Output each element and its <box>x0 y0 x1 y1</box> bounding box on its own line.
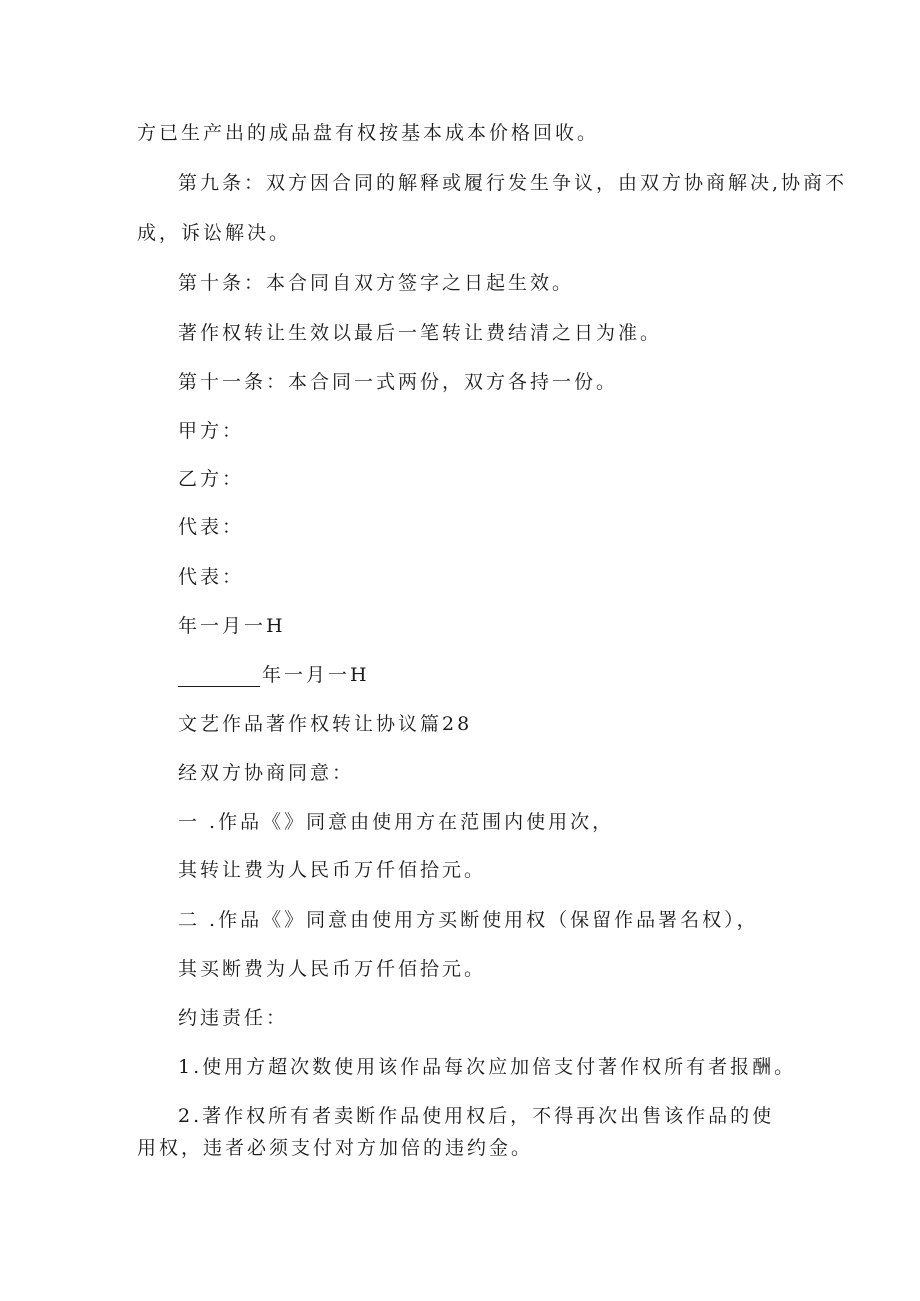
text-line: 经双方协商同意： <box>178 762 355 784</box>
text-line: 其转让费为人民币万仟佰拾元。 <box>178 859 487 881</box>
text-line: 著作权转让生效以最后一笔转让费结清之日为准。 <box>178 322 663 344</box>
text-line: 成，诉讼解决。 <box>137 222 292 244</box>
party-b-label: 乙方： <box>178 468 245 490</box>
clause-2-line: 二 .作品《》同意由使用方买断使用权（保留作品署名权）， <box>178 909 759 931</box>
date-line: 年一月一H <box>178 615 286 637</box>
article-10-line: 第十条：本合同自双方签字之日起生效。 <box>178 272 575 294</box>
clause-1-line: 一 .作品《》同意由使用方在范围内使用次， <box>178 811 615 833</box>
section-title: 文艺作品著作权转让协议篇28 <box>178 713 473 735</box>
text-line: 其买断费为人民币万仟佰拾元。 <box>178 958 487 980</box>
breach-item-1: 1.使用方超次数使用该作品每次应加倍支付著作权所有者报酬。 <box>178 1056 797 1078</box>
article-11-line: 第十一条：本合同一式两份，双方各持一份。 <box>178 371 619 393</box>
text-line: 用权，违者必须支付对方加倍的违约金。 <box>137 1137 534 1159</box>
article-9-line: 第九条：双方因合同的解释或履行发生争议，由双方协商解决,协商不 <box>178 172 848 194</box>
breach-item-2: 2.著作权所有者卖断作品使用权后，不得再次出售该作品的使 <box>178 1105 775 1127</box>
date-line-with-blank <box>178 663 370 687</box>
party-a-label: 甲方： <box>178 420 245 442</box>
signature-blank <box>178 668 260 687</box>
representative-label: 代表： <box>178 566 245 588</box>
text-line: 方已生产出的成品盘有权按基本成本价格回收。 <box>137 122 600 144</box>
date-text: 年一月一H <box>262 664 370 686</box>
representative-label: 代表： <box>178 516 245 538</box>
breach-heading: 约违责任： <box>178 1007 289 1029</box>
